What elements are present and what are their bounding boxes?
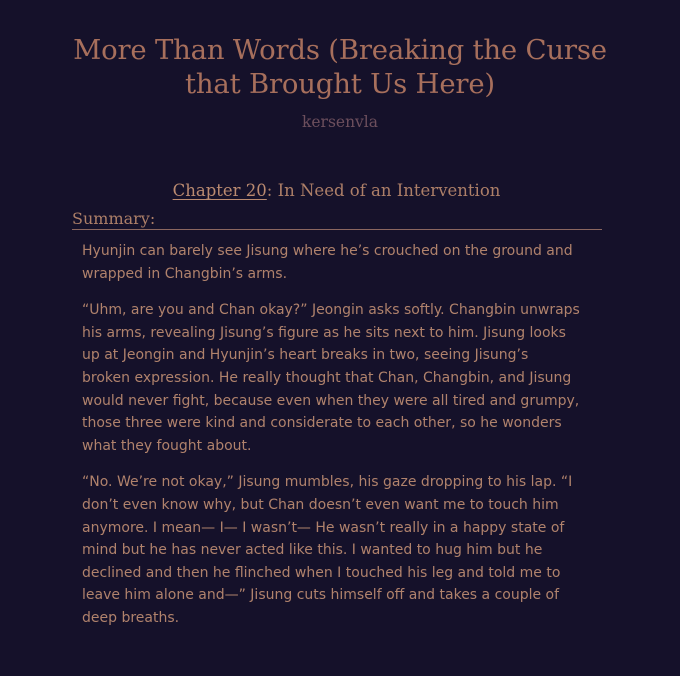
summary-body — [82, 240, 598, 644]
chapter-link[interactable]: Chapter 20 — [172, 181, 267, 200]
author-name[interactable]: kersenvla — [301, 113, 379, 131]
chapter-heading — [0, 180, 673, 202]
work-title: More Than Words (Breaking the Curse that Brought Us Here) — [73, 34, 607, 100]
summary-paragraph: “No. We’re not okay,” Jisung mumbles, his gaze dropping to his lap. “I don’t even know why, but Chan doesn’t even want me to touch him anymore. I mean— I— I wasn’t— He wasn’t really in a happy state of mind but he has never acted like this. I wanted to hug him but he declined and then he flinched when I touched his leg and told me to leave him alone and—” Jisung cuts himself off and takes a couple of deep breaths. — [82, 474, 573, 626]
chapter-name: In Need of an Intervention — [277, 181, 501, 200]
chapter-separator: : — [266, 181, 278, 200]
summary-heading: Summary: — [72, 208, 602, 230]
summary-paragraph: “Uhm, are you and Chan okay?” Jeongin asks softly. Changbin unwraps his arms, revealing Jisung’s figure as he sits next to him. Jisung looks up at Jeongin and Hyunjin’s heart breaks in two, seeing Jisung’s broken expression. He really thought that Chan, Changbin, and Jisung would never fight, because even when they were all tired and grumpy, those three were kind and considerate to each other, so he wonders what they fought about. — [82, 302, 580, 454]
summary-paragraph: Hyunjin can barely see Jisung where he’s crouched on the ground and wrapped in Changbin’s arms. — [82, 243, 573, 282]
